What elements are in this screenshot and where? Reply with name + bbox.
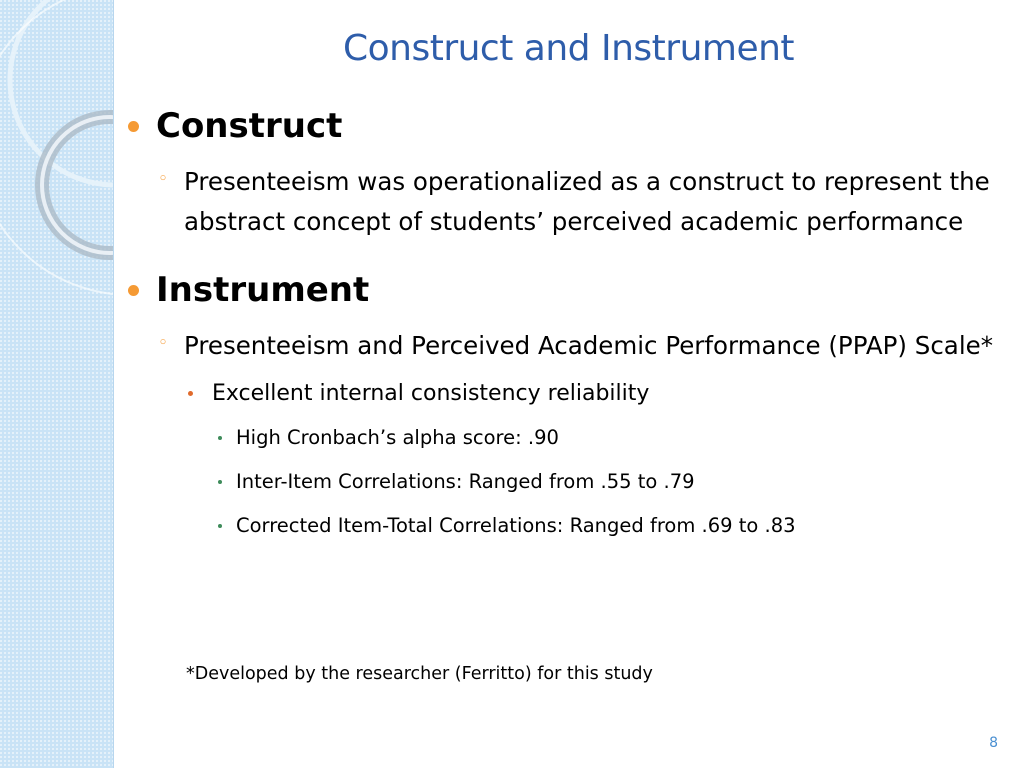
tiny-dot-icon [218, 480, 222, 484]
reliability-text: Excellent internal consistency reliability [212, 381, 650, 406]
detail-text: Inter-Item Correlations: Ranged from .55 to .79 [236, 470, 695, 493]
detail-text: Corrected Item-Total Correlations: Ranged from .69 to .83 [236, 514, 796, 537]
bullet-dot-icon [128, 121, 139, 132]
detail-item [128, 512, 1008, 540]
reliability-bullet [128, 378, 1008, 410]
detail-item [128, 468, 1008, 496]
bullet-construct [128, 104, 1008, 148]
construct-heading: Construct [156, 106, 343, 146]
construct-subbullet [128, 162, 1008, 242]
tiny-dot-icon [218, 524, 222, 528]
ring-bullet-icon: ◦ [158, 333, 169, 353]
instrument-subbullet [128, 326, 1008, 366]
tiny-dot-icon [218, 436, 222, 440]
construct-description: Presenteeism was operationalized as a construct to represent the abstract concept of students’ perceived academic performance [184, 167, 990, 236]
detail-item [128, 424, 1008, 452]
slide-title: Construct and Instrument [342, 28, 795, 69]
decorative-rings [0, 0, 113, 768]
bullet-instrument [128, 268, 1008, 312]
footnote: *Developed by the researcher (Ferritto) for this study [186, 664, 653, 684]
decorative-sidebar [0, 0, 114, 768]
detail-text: High Cronbach’s alpha score: .90 [236, 426, 559, 449]
bullet-dot-icon [128, 285, 139, 296]
instrument-name: Presenteeism and Perceived Academic Performance (PPAP) Scale* [184, 331, 993, 360]
ring-bullet-icon: ◦ [158, 169, 169, 189]
small-dot-icon [188, 391, 193, 396]
page-number: 8 [989, 735, 998, 751]
instrument-heading: Instrument [156, 270, 370, 310]
slide-content [128, 104, 1008, 556]
